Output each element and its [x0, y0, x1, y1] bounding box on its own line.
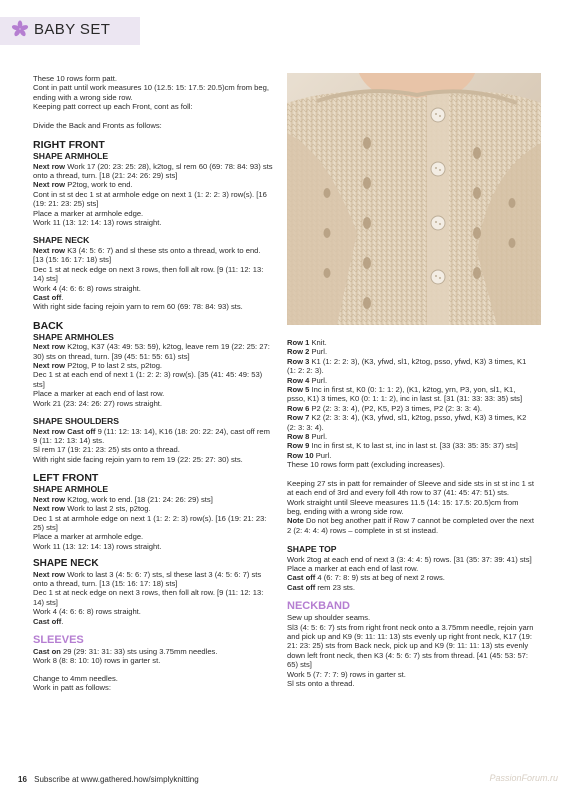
instruction-line: Next row K3 (4: 5: 6: 7) and sl these sts onto a thread, work to end. [13 (15: 16: 17: 18) sts]	[33, 245, 261, 265]
divide-note	[33, 121, 273, 130]
pattern-row: Row 10 Purl.	[287, 450, 332, 460]
instruction-line: Next row Work to last 3 (4: 5: 6: 7) sts, sl these last 3 (4: 5: 6: 7) sts onto a thread, turn. [13 (15: 16: 17: 18) sts]	[33, 569, 262, 589]
watermark: PassionForum.ru	[489, 773, 558, 783]
instruction-line: Work 5 (7: 7: 7: 9) rows in garter st.	[287, 669, 406, 679]
pattern-row: Row 8 Purl.	[287, 432, 328, 442]
instruction-line: Cast off rem 23 sts.	[287, 582, 355, 592]
pattern-row: Row 3 K1 (1: 2: 2: 3), (K3, yfwd, sl1, k2tog, psso, yfwd, K3) 3 times, K1 (1: 2: 2: 3).	[287, 356, 527, 376]
subheading: SHAPE ARMHOLES	[33, 331, 114, 342]
instruction-line: Next row P2tog, P to last 2 sts, p2tog.	[33, 361, 163, 371]
keeping-block	[287, 479, 535, 535]
pattern-row: Row 2 Purl.	[287, 347, 328, 357]
section-heading: NECKBAND	[287, 600, 350, 613]
instruction-line: Dec 1 st at each end of next 1 (1: 2: 2: 3) row(s). [35 (41: 45: 49: 53) sts]	[33, 370, 263, 389]
instruction-line: With right side facing rejoin yarn to rem 60 (69: 78: 84: 93) sts.	[33, 302, 243, 312]
shape-top-section	[287, 544, 535, 592]
instruction-line: Place a marker at armhole edge.	[33, 532, 144, 542]
instruction-line: Cast on 29 (29: 31: 31: 33) sts using 3.75mm needles.	[33, 647, 218, 657]
subheading: SHAPE NECK	[33, 235, 90, 246]
instruction-line: Next row Cast off 9 (11: 12: 13: 14), K16 (18: 20: 22: 24), cast off rem 9 (11: 12: 13: 14) sts.	[33, 426, 270, 445]
subheading: SHAPE TOP	[287, 544, 337, 555]
subheading: SHAPE SHOULDERS	[33, 416, 119, 427]
section-heading: LEFT FRONT	[33, 472, 99, 485]
instruction-line: Cont in st st dec 1 st at armhole edge on next 1 (1: 2: 2: 3) row(s). [16 (19: 21: 23: 25) sts]	[33, 189, 267, 209]
instruction-line: Dec 1 st at neck edge on next 3 rows, then foll alt row. [9 (11: 12: 13: 14) sts]	[33, 264, 264, 284]
instruction-line: Next row P2tog, work to end.	[33, 180, 133, 190]
back-shoulders	[33, 416, 273, 464]
instruction-line: Dec 1 st at armhole edge on next 1 (1: 2: 2: 3) row(s). [16 (19: 21: 23: 25) sts]	[33, 513, 267, 532]
subscribe-link[interactable]: Subscribe at www.gathered.how/simplyknitting	[34, 775, 199, 784]
pattern-row: Row 9 Inc in first st, K to last st, inc in last st. [33 (33: 35: 35: 37) sts]	[287, 441, 518, 451]
right-column	[287, 338, 535, 697]
knitted-cardigan-image	[287, 73, 541, 325]
pattern-row: Row 7 K2 (2: 3: 3: 4), (K3, yfwd, sl1, k2tog, psso, yfwd, K3) 3 times, K2 (2: 3: 3: 4).	[287, 413, 527, 432]
pattern-row: Row 6 P2 (2: 3: 3: 4), (P2, K5, P2) 3 times, P2 (2: 3: 3: 4).	[287, 403, 482, 413]
right-front-neck	[33, 235, 273, 311]
pattern-rows	[287, 338, 535, 470]
instruction-line: Work straight until Sleeve measures 11.5 (14: 15: 17.5: 20.5)cm from beg, ending with a wrong side row.	[287, 497, 519, 516]
intro-line: Cont in patt until work measures 10 (12.5: 15: 17.5: 20.5)cm from beg, ending with a wrong side row.	[33, 83, 269, 102]
subheading: SHAPE ARMHOLE	[33, 484, 109, 495]
left-front-section	[33, 472, 273, 551]
page-footer	[18, 775, 199, 784]
subheading: SHAPE NECK	[33, 558, 99, 570]
intro-line: These 10 rows form patt.	[33, 74, 117, 83]
pattern-row: Row 1 Knit.	[287, 338, 327, 347]
instruction-line: Place a marker at each end of last row.	[33, 389, 165, 399]
instruction-line: Note Do not beg another patt if Row 7 cannot be completed over the next 2 (2: 4: 4: 4) rows – complete in st st instead.	[287, 516, 534, 535]
instruction-line: Cast off.	[33, 616, 64, 626]
instruction-line: Work 8 (8: 8: 10: 10) rows in garter st.	[33, 656, 161, 666]
instruction-line: Work 4 (4: 6: 6: 8) rows straight.	[33, 607, 141, 617]
intro-line: Keeping patt correct up each Front, cont as foll:	[33, 102, 193, 112]
instruction-line: Work in patt as follows:	[33, 683, 111, 693]
instruction-line: Work 21 (23: 24: 26: 27) rows straight.	[33, 398, 163, 408]
instruction-line: Keeping 27 sts in patt for remainder of Sleeve and side sts in st st inc 1 st at each end of 3rd and every foll 4th row to 37 (41: 45: 47: 51) sts.	[287, 478, 534, 498]
instruction-line: Sew up shoulder seams.	[287, 613, 371, 623]
instruction-line: Work 11 (13: 12: 14: 13) rows straight.	[33, 217, 162, 227]
instruction-line: Place a marker at each end of last row.	[287, 564, 419, 574]
instruction-line: Cast off 4 (6: 7: 8: 9) sts at beg of next 2 rows.	[287, 573, 445, 583]
asterisk-icon	[11, 20, 29, 38]
section-heading: RIGHT FRONT	[33, 139, 105, 152]
neckband-section	[287, 600, 535, 688]
section-heading: SLEEVES	[33, 634, 84, 647]
instruction-line: Next row K2tog, K37 (43: 49: 53: 59), k2tog, leave rem 19 (22: 25: 27: 30) sts on thread, turn. [39 (45: 51: 55: 61) sts]	[33, 342, 270, 361]
right-front-section	[33, 139, 273, 227]
instruction-line: Sl3 (4: 5: 6: 7) sts from right front neck onto a 3.75mm needle, rejoin yarn and pick up and K9 (9: 11: 11: 13) sts evenly up right front neck, K17 (19: 21: 23: 25) sts from Back neck, pick up and K9 (9: 11: 11: 13) sts evenly down left front neck, then K3 (4: 5: 6: 7) sts from thread. [41 (45: 53: 57: 65) sts]	[287, 622, 534, 670]
cardigan-photo	[287, 73, 541, 325]
page-header	[0, 0, 566, 60]
instruction-line: Change to 4mm needles.	[33, 673, 118, 683]
back-section	[33, 320, 273, 408]
sleeves-needles	[33, 674, 273, 693]
left-column	[33, 74, 273, 693]
instruction-line: Cast off.	[33, 292, 64, 302]
instruction-line: With right side facing rejoin yarn to rem 19 (22: 25: 27: 30) sts.	[33, 454, 243, 464]
section-title: BABY SET	[34, 21, 111, 38]
instruction-line: Work 11 (13: 12: 14: 13) rows straight.	[33, 541, 162, 551]
instruction-line: Next row Work to last 2 sts, p2tog.	[33, 504, 151, 514]
instruction-line: Next row K2tog, work to end. [18 (21: 24: 26: 29) sts]	[33, 494, 213, 504]
instruction-line: Sl rem 17 (19: 21: 23: 25) sts onto a thread.	[33, 445, 180, 455]
subheading: SHAPE ARMHOLE	[33, 151, 109, 162]
intro-line: Divide the Back and Fronts as follows:	[33, 120, 162, 130]
page-number: 16	[18, 775, 27, 784]
pattern-row: Row 5 Inc in first st, K0 (0: 1: 1: 2), (K1, k2tog, yrn, P3, yon, sl1, K1, psso, K1) 3 times, K0 (0: 1: 1: 2), inc in last st. [31 (31: 33: 33: 35) sts]	[287, 385, 523, 404]
pattern-row: These 10 rows form patt (excluding increases).	[287, 460, 445, 470]
pattern-row: Row 4 Purl.	[287, 375, 328, 385]
instruction-line: Next row Work 17 (20: 23: 25: 28), k2tog, sl rem 60 (69: 78: 84: 93) sts onto a thread, turn. [18 (21: 24: 26: 29) sts]	[33, 161, 273, 180]
instruction-line: Work 4 (4: 6: 6: 8) rows straight.	[33, 283, 141, 293]
intro-block	[33, 74, 273, 112]
section-heading: BACK	[33, 319, 64, 332]
instruction-line: Sl sts onto a thread.	[287, 679, 355, 689]
instruction-line: Place a marker at armhole edge.	[33, 208, 144, 218]
instruction-line: Dec 1 st at neck edge on next 3 rows, then foll alt row. [9 (11: 12: 13: 14) sts]	[33, 588, 264, 607]
sleeves-section	[33, 634, 273, 666]
left-front-neck	[33, 559, 273, 626]
instruction-line: Work 2tog at each end of next 3 (3: 4: 4: 5) rows. [31 (35: 37: 39: 41) sts]	[287, 554, 532, 564]
